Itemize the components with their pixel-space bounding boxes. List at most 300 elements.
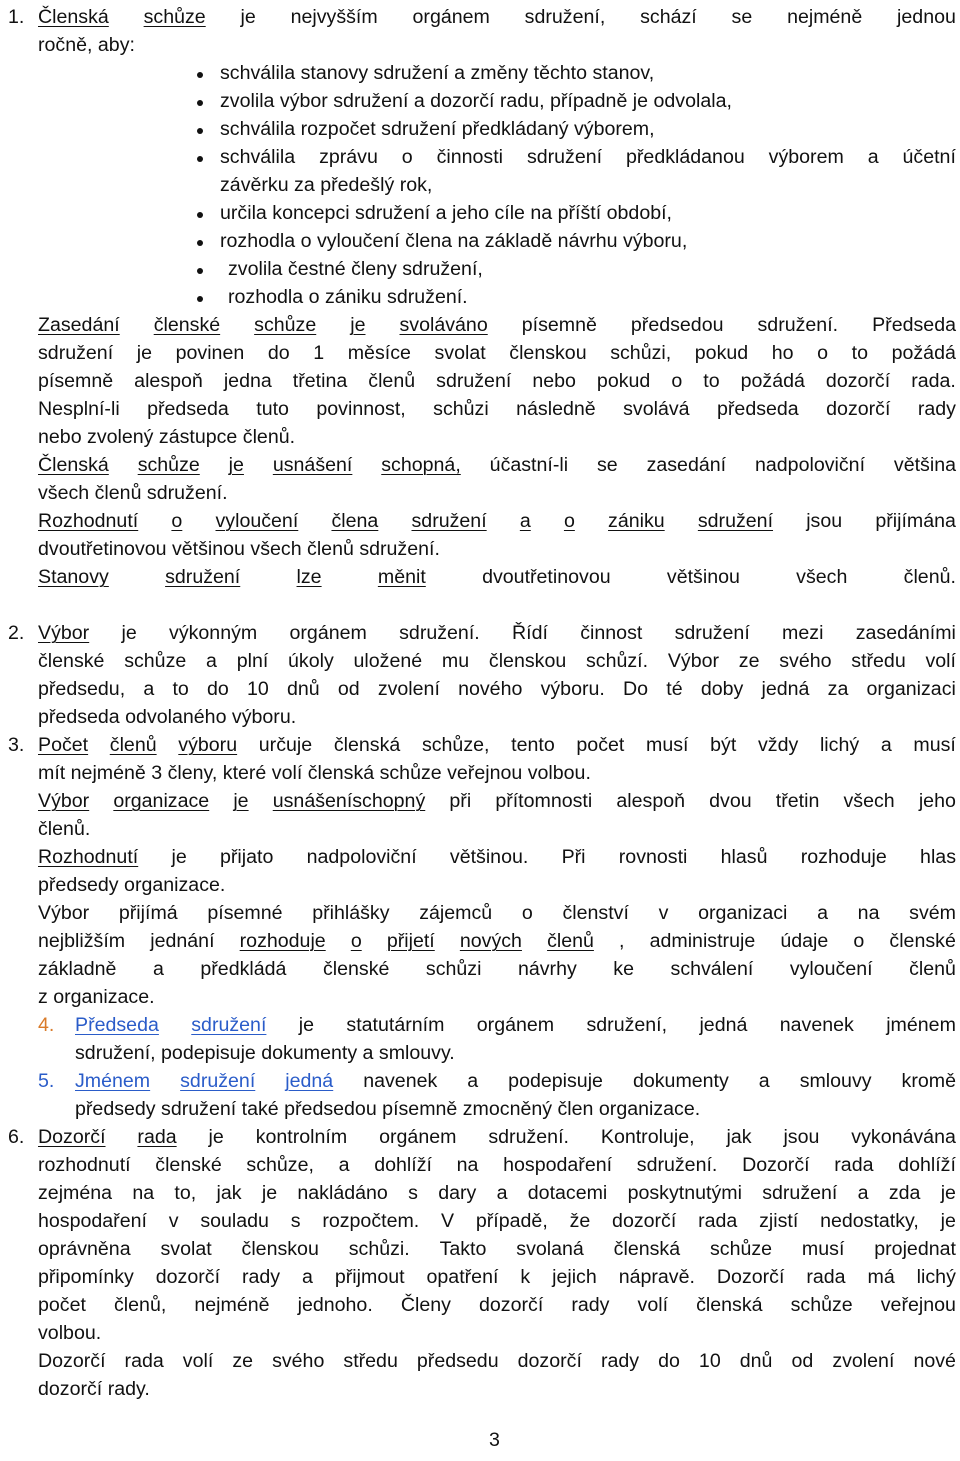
word: určuje	[258, 734, 313, 756]
word: dozorčí	[517, 1350, 582, 1372]
section-6-number: 6.	[8, 1126, 25, 1148]
word: to	[172, 678, 189, 700]
word: organizaci	[698, 902, 788, 924]
word: o	[350, 930, 362, 952]
word: jak	[726, 1126, 752, 1148]
section-1-line-2: ročně, aby:	[38, 34, 135, 56]
word: schůze	[790, 1294, 853, 1316]
word: nebo	[532, 370, 576, 392]
word: a	[467, 1070, 479, 1092]
word: jednou	[897, 6, 956, 28]
bullet-item-1: schválila stanovy sdružení a změny těchto stanov,	[220, 62, 655, 84]
word: že	[569, 1210, 591, 1232]
section-5-line-1	[75, 1069, 956, 1095]
word: smlouvy	[799, 1070, 872, 1092]
para-stanovy-line-1	[38, 565, 956, 591]
word: členská	[613, 1238, 681, 1260]
word: Do	[623, 678, 649, 700]
word: pokud	[694, 342, 749, 364]
word: na	[132, 1182, 155, 1204]
word: schůzi,	[610, 342, 672, 364]
word: na	[456, 1154, 479, 1176]
word: požádá	[740, 370, 805, 392]
word: hospodaření	[38, 1210, 147, 1232]
word: být	[710, 734, 737, 756]
bullet-item-8: rozhodla o zániku sdružení.	[228, 286, 468, 308]
word: zájemců	[419, 902, 493, 924]
word: základně	[38, 958, 117, 980]
word: jak	[216, 1182, 242, 1204]
word: svoláváno	[399, 314, 488, 336]
word: sdružení.	[636, 1154, 718, 1176]
word: s	[408, 1182, 418, 1204]
word: předseda	[717, 398, 799, 420]
word: rada	[698, 1210, 738, 1232]
word: dozorčí	[825, 370, 891, 392]
word: schůze	[124, 650, 187, 672]
word: schválila	[220, 146, 296, 168]
word: hospodaření	[503, 1154, 613, 1176]
word: té	[666, 678, 683, 700]
word: statutárním	[346, 1014, 445, 1036]
bullet-dot	[197, 72, 203, 78]
word: nápravě.	[618, 1266, 695, 1288]
word: dnů	[286, 678, 320, 700]
section-3-para3-line-1	[38, 845, 956, 871]
word: nadpoloviční	[306, 846, 417, 868]
word: předkládanou	[626, 146, 745, 168]
section-3-para4-line-1	[38, 901, 956, 927]
word: s	[290, 1210, 301, 1232]
word: Výbor	[38, 902, 90, 924]
section-3-para4-line-2	[38, 929, 956, 955]
section-6-line-3	[38, 1181, 956, 1207]
para-zasedani-line-5: nebo zvolený zástupce členů.	[38, 426, 296, 448]
word: V	[441, 1210, 455, 1232]
word: sdružení,	[524, 6, 606, 28]
word: Rozhodnutí	[38, 510, 139, 532]
bullet-dot	[197, 212, 203, 218]
word: činnost	[580, 622, 643, 644]
word: nového	[458, 678, 523, 700]
word: orgánem	[412, 6, 490, 28]
word: jedna	[223, 370, 272, 392]
section-6-line-4	[38, 1209, 956, 1235]
word: od	[791, 1350, 814, 1372]
word: rozhodnutí	[38, 1154, 131, 1176]
section-3-line-1	[38, 733, 956, 759]
word: navenek	[363, 1070, 438, 1092]
word: všech	[843, 790, 895, 812]
word: svolat	[160, 1238, 212, 1260]
word: dvou	[709, 790, 752, 812]
word: a	[857, 1182, 869, 1204]
word: to	[851, 342, 868, 364]
word: Takto	[439, 1238, 487, 1260]
word: lichý	[916, 1266, 956, 1288]
bullet-item-4	[220, 145, 956, 171]
word: sdružení	[411, 510, 487, 532]
bullet-dot	[197, 100, 203, 106]
word: Dozorčí	[38, 1350, 106, 1372]
word: rozhoduje	[800, 846, 887, 868]
word: členů	[547, 930, 594, 952]
word: mu	[441, 650, 470, 672]
section-3-para3-line-2: předsedy organizace.	[38, 874, 226, 896]
word: rada	[137, 1126, 177, 1148]
word: o	[853, 930, 865, 952]
word: nejvyšším	[290, 6, 378, 28]
word: zasedání	[646, 454, 727, 476]
word: podepisuje	[508, 1070, 603, 1092]
word: to	[703, 370, 720, 392]
word: o	[817, 342, 829, 364]
word: písemně	[38, 370, 114, 392]
word: nadpoloviční	[754, 454, 866, 476]
word: Dozorčí	[38, 1126, 106, 1148]
word: souladu	[200, 1210, 269, 1232]
word: sdružení	[697, 510, 774, 532]
word: sdružení	[180, 1070, 256, 1092]
word: přijato	[219, 846, 274, 868]
word: Při	[561, 846, 586, 868]
para-zasedani-line-4	[38, 397, 956, 423]
word: povinen	[175, 342, 245, 364]
word: rady	[917, 398, 956, 420]
word: členskou	[488, 650, 567, 672]
word: rada.	[911, 370, 956, 392]
word: se	[596, 454, 618, 476]
word: přijetí	[386, 930, 435, 952]
word: jedná	[285, 1070, 334, 1092]
word: Jménem	[75, 1070, 151, 1092]
word: alespoň	[616, 790, 686, 812]
word: má	[867, 1266, 895, 1288]
word: rozpočtem.	[322, 1210, 420, 1232]
word: členství	[562, 902, 629, 924]
word: o	[521, 902, 533, 924]
word: dvoutřetinovou	[482, 566, 611, 588]
word: navenek	[779, 1014, 854, 1036]
section-3-para2-line-2: členů.	[38, 818, 91, 840]
word: vyloučení	[789, 958, 873, 980]
word: o	[671, 370, 683, 392]
word: jsou	[806, 510, 843, 532]
word: usnášeníschopný	[272, 790, 426, 812]
word: přihlášky	[312, 902, 390, 924]
section-4-line-1	[75, 1013, 956, 1039]
word: předsedu,	[38, 678, 126, 700]
word: rovnosti	[618, 846, 688, 868]
word: návrhy	[517, 958, 577, 980]
word: svém	[909, 902, 956, 924]
word: předsedu	[416, 1350, 499, 1372]
word: při	[449, 790, 472, 812]
word: alespoň	[134, 370, 203, 392]
word: schválení	[670, 958, 754, 980]
bullet-dot	[197, 296, 203, 302]
word: dozorčí	[612, 1210, 677, 1232]
word: Rozhodnutí	[38, 846, 139, 868]
word: členská	[333, 734, 401, 756]
word: dary	[438, 1182, 477, 1204]
word: dozorčí	[826, 398, 891, 420]
word: účetní	[902, 146, 956, 168]
word: přítomnosti	[495, 790, 593, 812]
word: dozorčí	[479, 1294, 544, 1316]
word: třetina	[292, 370, 348, 392]
word: a	[758, 1070, 770, 1092]
bullet-item-7: zvolila čestné členy sdružení,	[228, 258, 483, 280]
word: středu	[343, 1350, 398, 1372]
word: je	[233, 790, 249, 812]
word: nejbližším	[38, 930, 126, 952]
word: administruje	[649, 930, 756, 952]
section-2-line-2	[38, 649, 956, 675]
word: ke	[613, 958, 634, 980]
word: měsíce	[347, 342, 411, 364]
word: na	[857, 902, 880, 924]
word: dohlíží	[374, 1154, 432, 1176]
word: o	[171, 510, 183, 532]
word: rady	[571, 1294, 610, 1316]
word: schůze,	[421, 734, 490, 756]
word: připomínky	[38, 1266, 134, 1288]
word: členskou	[241, 1238, 319, 1260]
word: jednání	[150, 930, 215, 952]
word: a	[880, 734, 892, 756]
word: organizaci	[866, 678, 956, 700]
word: zvolení	[832, 1350, 895, 1372]
word: většinou.	[449, 846, 529, 868]
para-text: z organizace.	[38, 986, 155, 1008]
word: sdružení	[191, 1014, 267, 1036]
word: sdružení	[165, 566, 241, 588]
word: volí	[637, 1294, 669, 1316]
section-3-para4-line-4	[38, 985, 155, 1011]
word: předseda	[147, 398, 229, 420]
word: jednoho.	[297, 1294, 373, 1316]
word: k	[520, 1266, 531, 1288]
bullet-item-3: schválila rozpočet sdružení předkládaný výborem,	[220, 118, 655, 140]
bullet-dot	[197, 268, 203, 274]
bullet-item-6: rozhodla o vyloučení člena na základě návrhu výboru,	[220, 230, 688, 252]
word: Předseda	[75, 1014, 159, 1036]
word: usnášení	[272, 454, 353, 476]
word: a	[338, 1154, 350, 1176]
word: je	[350, 314, 366, 336]
word: sdružení	[526, 146, 603, 168]
para-zasedani-line-1	[38, 313, 956, 339]
word: orgánem	[476, 1014, 555, 1036]
para-zasedani-line-2	[38, 341, 956, 367]
word: jménem	[886, 1014, 956, 1036]
word: schůze	[709, 1238, 773, 1260]
word: rada	[834, 1154, 874, 1176]
word: vyloučení	[215, 510, 299, 532]
section-1-line-1	[38, 5, 956, 31]
word: kromě	[901, 1070, 956, 1092]
word: vykonávána	[851, 1126, 956, 1148]
bullet-dot	[197, 128, 203, 134]
page-number: 3	[489, 1429, 500, 1451]
word: výkonným	[169, 622, 258, 644]
word: uložené	[353, 650, 423, 672]
word: schůzi	[425, 958, 482, 980]
word: do	[206, 678, 229, 700]
word: členské	[155, 1154, 222, 1176]
word: Výbor	[38, 790, 90, 812]
word: členů	[109, 734, 157, 756]
word: je	[228, 454, 244, 476]
word: o	[401, 146, 413, 168]
word: ho	[771, 342, 794, 364]
word: projednat	[874, 1238, 956, 1260]
word: Zasedání	[38, 314, 120, 336]
word: v	[168, 1210, 179, 1232]
word: mezi	[782, 622, 824, 644]
section-2-line-3	[38, 677, 956, 703]
word: výboru	[178, 734, 238, 756]
word: a	[143, 678, 155, 700]
section-6-line-7	[38, 1293, 956, 1319]
word: tuto	[256, 398, 289, 420]
para-usnaseni-line-1	[38, 453, 956, 479]
word: musí	[646, 734, 689, 756]
word: nových	[459, 930, 522, 952]
word: o	[563, 510, 575, 532]
word: ze	[232, 1350, 254, 1372]
word: třetin	[775, 790, 820, 812]
section-6-line-1	[38, 1125, 956, 1151]
word: činnosti	[436, 146, 504, 168]
word: schůze	[137, 454, 200, 476]
word: organizace	[113, 790, 210, 812]
word: Předseda	[872, 314, 956, 336]
word: 10	[698, 1350, 721, 1372]
word: oprávněna	[38, 1238, 131, 1260]
para-zasedani-line-3	[38, 369, 956, 395]
word: zejména	[38, 1182, 113, 1204]
word: Výbor	[38, 622, 90, 644]
section-6-para2-line-2: dozorčí rady.	[38, 1378, 150, 1400]
word: je	[298, 1014, 315, 1036]
word: sdružení	[674, 622, 750, 644]
word: do	[658, 1350, 680, 1372]
word: od	[337, 678, 360, 700]
word: a	[519, 510, 531, 532]
section-6-line-2	[38, 1153, 956, 1179]
word: členů,	[114, 1294, 167, 1316]
word: členů	[368, 370, 416, 392]
word: doby	[700, 678, 744, 700]
word: Výbor	[667, 650, 720, 672]
word: členů.	[903, 566, 956, 588]
word: zprávu	[319, 146, 378, 168]
word: rozhoduje	[239, 930, 326, 952]
word: kontrolním	[255, 1126, 348, 1148]
word: volí	[925, 650, 956, 672]
word: schůzi.	[348, 1238, 410, 1260]
bullet-item-4-continued: závěrku za předešlý rok,	[220, 174, 433, 196]
word: členské	[889, 930, 956, 952]
word: požádá	[891, 342, 956, 364]
section-1-number: 1.	[8, 6, 25, 28]
word: volí	[182, 1350, 214, 1372]
word: člena	[331, 510, 379, 532]
word: Kontroluje,	[600, 1126, 695, 1148]
bullet-item-2: zvolila výbor sdružení a dozorčí radu, případně je odvolala,	[220, 90, 732, 112]
word: svého	[779, 650, 832, 672]
word: je	[121, 622, 137, 644]
word: svolaná	[516, 1238, 584, 1260]
word: zániku	[608, 510, 665, 532]
word: sdružení.	[399, 622, 480, 644]
word: údaje	[780, 930, 829, 952]
word: Dozorčí	[742, 1154, 810, 1176]
section-6-line-5	[38, 1237, 956, 1263]
section-3-number: 3.	[8, 734, 25, 756]
section-4-number: 4.	[38, 1014, 55, 1036]
word: dnů	[739, 1350, 773, 1372]
word: písemné	[207, 902, 283, 924]
word: všech	[796, 566, 848, 588]
word: nedostatky,	[820, 1210, 919, 1232]
word: dokumenty	[632, 1070, 729, 1092]
section-6-line-8: volbou.	[38, 1322, 102, 1344]
word: poskytnutými	[627, 1182, 742, 1204]
word: zjistí	[759, 1210, 799, 1232]
section-3-para4-line-3	[38, 957, 956, 983]
word: Řídí	[512, 622, 548, 644]
section-2-line-1	[38, 621, 956, 647]
word: schůze,	[246, 1154, 314, 1176]
word: musí	[801, 1238, 845, 1260]
word: je	[940, 1210, 956, 1232]
word: Dozorčí	[716, 1266, 785, 1288]
word: dohlíží	[898, 1154, 956, 1176]
bullet-dot	[197, 156, 203, 162]
word: tento	[511, 734, 555, 756]
word: účastní-li	[489, 454, 569, 476]
word: nejméně	[194, 1294, 270, 1316]
word: dotacemi	[527, 1182, 608, 1204]
word: schůzí.	[586, 650, 649, 672]
word: lze	[296, 566, 322, 588]
word: členské	[153, 314, 221, 336]
word: výboru.	[540, 678, 605, 700]
word: je	[261, 1182, 278, 1204]
word: je	[171, 846, 187, 868]
word: veřejnou	[880, 1294, 956, 1316]
word: a	[867, 146, 879, 168]
word: jedná	[699, 1014, 748, 1036]
word: pokud	[596, 370, 651, 392]
word: schůzi	[433, 398, 489, 420]
section-6-line-6	[38, 1265, 956, 1291]
word: zda	[888, 1182, 921, 1204]
word: středu	[851, 650, 906, 672]
word: Členská	[38, 454, 109, 476]
word: počet	[38, 1294, 86, 1316]
word: to,	[174, 1182, 197, 1204]
section-3-para2-line-1	[38, 789, 956, 815]
word: členská	[696, 1294, 763, 1316]
word: členů	[909, 958, 956, 980]
word: schůze	[254, 314, 317, 336]
word: předkládá	[200, 958, 287, 980]
word: a	[302, 1266, 313, 1288]
